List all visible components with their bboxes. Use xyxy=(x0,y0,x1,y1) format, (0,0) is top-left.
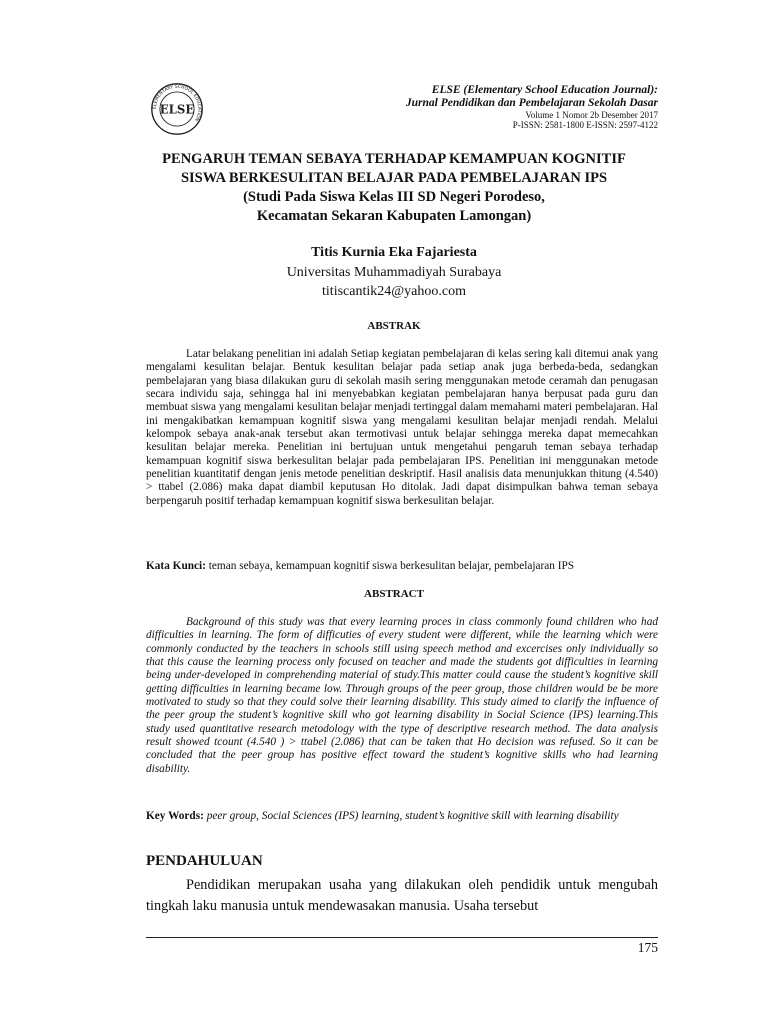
abstrak-text xyxy=(146,348,658,508)
paper-title xyxy=(120,150,668,225)
journal-volume: Volume 1 Nomor 2b Desember 2017 xyxy=(525,109,658,120)
author-block xyxy=(120,243,668,302)
abstrak-heading: ABSTRAK xyxy=(367,320,421,332)
title-line-3: (Studi Pada Siswa Kelas III SD Negeri Porodeso, xyxy=(243,188,545,205)
key-words xyxy=(146,810,658,824)
key-words-text: peer group, Social Sciences (IPS) learning, student’s kognitive skill with learning disability xyxy=(206,810,619,822)
logo-text: ELSE xyxy=(159,102,195,117)
abstract-text xyxy=(146,616,658,776)
title-line-1: PENGARUH TEMAN SEBAYA TERHADAP KEMAMPUAN KOGNITIF xyxy=(162,151,626,167)
logo-ring-text: ELEMENTARY SCHOOL EDUCATION xyxy=(152,84,202,122)
kata-kunci-text: teman sebaya, kemampuan kognitif siswa berkesulitan belajar, pembelajaran IPS xyxy=(208,560,575,572)
journal-subtitle: Jurnal Pendidikan dan Pembelajaran Sekolah Dasar xyxy=(405,96,658,109)
journal-name: ELSE (Elementary School Education Journal): xyxy=(431,84,658,96)
page-number: 175 xyxy=(637,940,658,955)
kata-kunci-label: Kata Kunci: xyxy=(146,560,206,572)
key-words-label: Key Words: xyxy=(146,810,204,822)
abstract-heading: ABSTRACT xyxy=(364,588,424,600)
author-name: Titis Kurnia Eka Fajariesta xyxy=(311,245,477,260)
section-body-text: Pendidikan merupakan usaha yang dilakukan oleh pendidik untuk mengubah tingkah laku manusia untuk mendewasakan manusia. Usaha tersebut xyxy=(146,877,658,915)
journal-info xyxy=(406,84,658,130)
journal-logo-icon xyxy=(150,82,204,136)
kata-kunci xyxy=(146,560,658,574)
section-body xyxy=(146,875,658,918)
author-affiliation: Universitas Muhammadiyah Surabaya xyxy=(286,264,502,280)
abstrak-body: Latar belakang penelitian ini adalah Setiap kegiatan pembelajaran di kelas sering kali ditemui anak yang mengalami kesulitan belajar. Bentuk kesulitan belajar pada setiap anak juga berbeda-beda, sedangkan pembelajaran yang biasa dilakukan guru di sekolah masih sering menggunakan metode ceramah dan penugasan secara individu saja, sehingga hal ini menyebabkan kegiatan pembelajaran hanya berpusat pada guru dan membuat siswa yang mengalami kesulitan belajar menjadi tertinggal dalam memahami materi pembelajaran. Hal ini mengakibatkan kemampuan kognitif siswa yang mengalami kesulitan belajar menjadi rendah. Melalui kelompok sebaya anak-anak tersebut akan termotivasi untuk belajar sehingga mereka dapat memecahkan kesulitan belajar mereka. Penelitian ini bertujuan untuk mengetahui pengaruh teman sebaya terhadap kemampuan kognitif siswa berkesulitan belajar pada pembelajaran IPS. Penelitian ini menggunakan metode penelitian kuantitatif dengan jenis metode penelitian deskriptif. Hasil analisis data menunjukkan thitung (4.540) > ttabel (2.086) maka dapat diambil keputusan Ho ditolak. Jadi dapat disimpulkan bahwa teman sebaya berpengaruh positif terhadap kemampuan kognitif siswa berkesulitan belajar. xyxy=(146,348,658,507)
journal-issn: P-ISSN: 2581-1800 E-ISSN: 2597-4122 xyxy=(512,119,658,130)
section-heading: PENDAHULUAN xyxy=(146,853,263,869)
footer-rule xyxy=(146,937,658,938)
author-email: titiscantik24@yahoo.com xyxy=(322,284,466,300)
title-line-2: SISWA BERKESULITAN BELAJAR PADA PEMBELAJARAN IPS xyxy=(180,169,608,186)
title-line-4: Kecamatan Sekaran Kabupaten Lamongan) xyxy=(256,207,532,224)
abstract-body: Background of this study was that every learning proces in class commonly found children who had difficulties in learning. The form of difficuties of every student were different, while the learning which were commonly conducted by the teachers in schools still using speech method and excercises only individually so that this cause the learning process only focused on teacher and made the students got difficulties in learning being under-developed in comprehending material of study.This matter could cause the student’s kognitive skill getting difficulties in learning became low. Through groups of the peer group, those children would be be more motivated to study so that they could solve their learning disability. This study aimed to clarify the influence of the peer group the student’s kognitive skill who got learning disability in Social Science (IPS) learning.This study used quantitative research metodology with the type of descriptive research method. The data analysis result showed tcount (4.540 ) > ttabel (2.086) that can be taken that Ho decision was refused. So it can be concluded that the peer group has positive effect toward the student’s kognitive skills who had learning disability. xyxy=(146,616,658,775)
